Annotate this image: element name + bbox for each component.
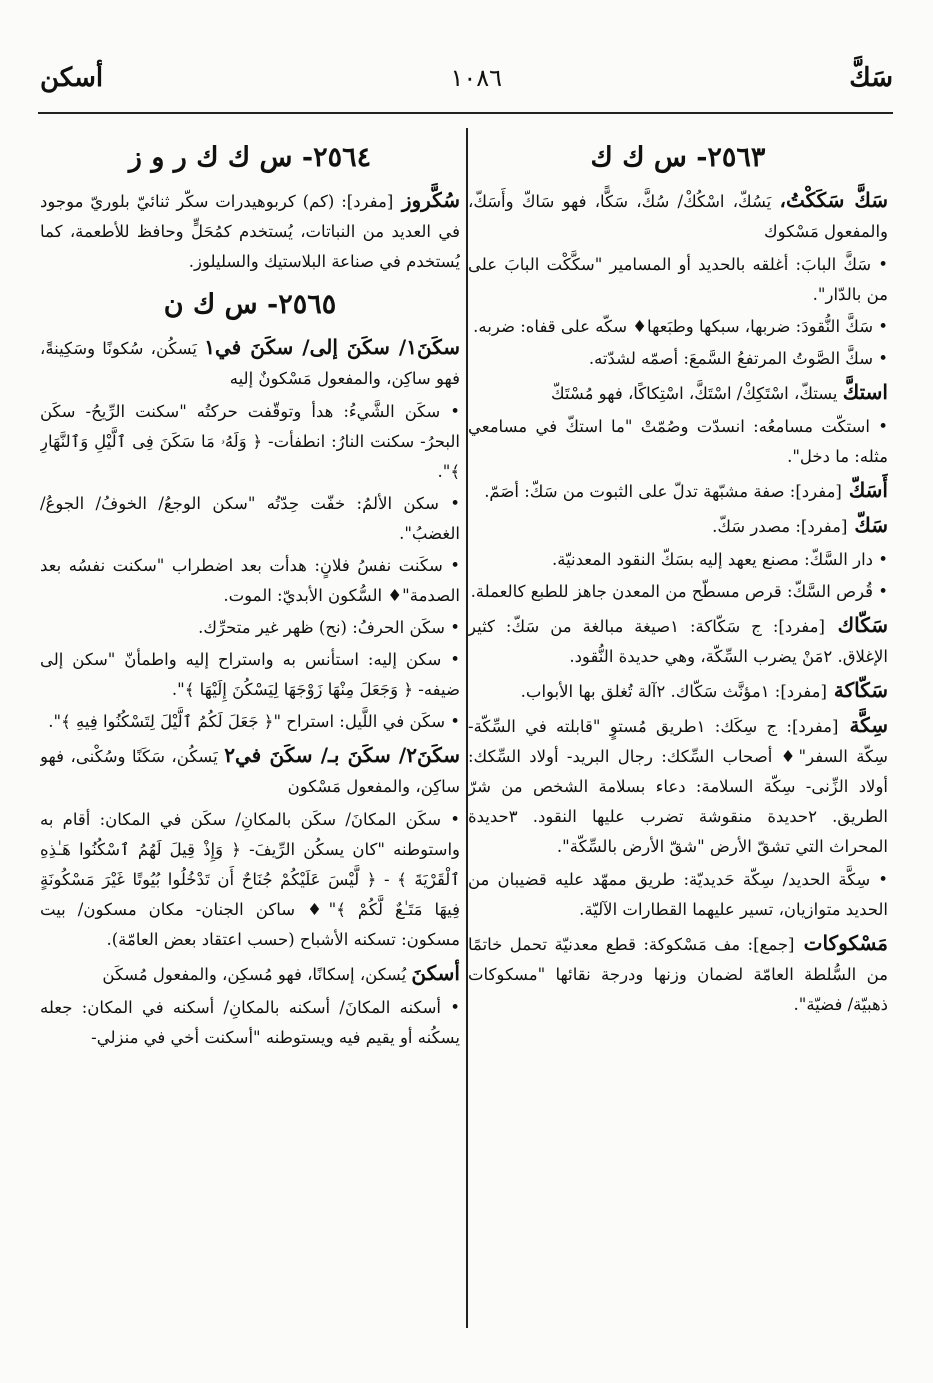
entry-sense: • سكَن المكانَ/ سكَن بالمكانِ/ سكَن في المكان: أقام به واستوطنه "كان يسكُن الرِّيفَ- ﴿ وَإِذْ قِيلَ لَهُمُ ٱسْكُنُوا هَـٰذِهِ ٱلْقَرْيَةَ ﴾ - ﴿ لَّيْسَ عَلَيْكُمْ جُنَاحٌ أَن تَدْخُلُوا بُيُوتًا غَيْرَ مَسْكُونَةٍ فِيهَا مَتَـٰعٌ لَّكُمْ ﴾"♦ ساكن الجنان- مكان مسكون/ بيت مسكون: تسكنه الأشباح (حسب اعتقاد بعض العامّة). — [40, 810, 460, 949]
entry-sense: • سكَن الشَّيءُ: هدأ وتوقّفت حركتُه "سكنت الرِّيحُ- سكَن البحرُ- سكنت النارُ: انطفأت- ﴿ وَلَهُۥ مَا سَكَنَ فِى ٱلَّيْلِ وَٱلنَّهَارِ ﴾". — [40, 402, 460, 481]
dictionary-entry: سَكَّ سَكَكْتُ، يَسُكّ، اسْكُكْ/ سُكَّ، سَكًّا، فهو سَاكّ وأَسَكّ، والمفعول مَسْكوك — [468, 188, 888, 241]
dictionary-entry: سِكَّة [مفرد]: ج سِكَك: ١طريق مُستوٍ "قابلته في السِّكّة- سِكّة السفر"♦ أصحاب السِّكك: رجال البريد- أولاد السِّكك: أولاد الزِّنى- سِكّة السلامة: دعاء بسلامة الشخص من شرّ الطريق. ٢حديدة منقوشة تضرب عليها النقود. ٣حديدة المحراث التي تشقّ الأرض "شقّ الأرض بالسِّكّة". — [468, 713, 888, 856]
dictionary-entry: سكَنَ١/ سكَنَ إلى/ سكَنَ في١ يَسكُن، سُكونًا وسَكِينةً، فهو ساكِن، والمفعول مَسْكونٌ إليه — [40, 335, 460, 388]
dictionary-entry: أَسَكّ [مفرد]: صفة مشبّهة تدلّ على الثبوت من سَكّ: أصَمّ. — [484, 478, 888, 502]
entry-sense: • قُرص السَّكّ: قرص مسطّح من المعدن جاهز للطبع كالعملة. — [470, 582, 888, 601]
entry-sense: • سَكَّ البابَ: أغلقه بالحديد أو المسامير "سكَّكْت البابَ على من بالدّار". — [468, 255, 888, 304]
header-left-word: أسكن — [40, 63, 104, 93]
entry-sense: • سكَن الحرفُ: (نح) ظهر غير متحرِّك. — [198, 618, 460, 637]
dictionary-entry: أسكنَ يُسكن، إسكانًا، فهو مُسكِن، والمفعول مُسكَن — [102, 961, 460, 985]
header-rule — [38, 112, 893, 114]
entry-sense: • سكَنت نفسُ فلانٍ: هدأت بعد اضطراب "سكنت نفسُه بعد الصدمة"♦ السُّكون الأبديّ: الموت. — [40, 556, 460, 605]
dictionary-entry: سكَنَ٢/ سكَنَ بـ/ سكَنَ في٢ يَسكُن، سَكَنًا وسُكْنى، فهو ساكِن، والمفعول مَسْكون — [40, 743, 460, 796]
root-heading: ٢٥٦٤- س ك ك ر و ز — [128, 142, 372, 173]
entry-sense: • سكن الألمُ: خفّت حِدّتُه "سكن الوجعُ/ الخوفُ/ الجوعُ/ الغضبُ". — [40, 494, 460, 543]
dictionary-entry: مَسْكوكات [جمع]: مف مَسْكوكة: قطع معدنيّة تحمل خاتمًا من السُّلطة العامّة لضمان وزنها ودرجة نقائها "مسكوكات ذهبيّة/ فضيّة". — [468, 931, 888, 1014]
root-heading: ٢٥٦٣- س ك ك — [590, 142, 766, 173]
entry-sense: • سكَن في اللَّيل: استراح "﴿ جَعَلَ لَكُمُ ٱلَّيْلَ لِتَسْكُنُوا فِيهِ ﴾". — [48, 712, 460, 731]
left-column — [40, 130, 460, 1370]
right-column — [468, 130, 888, 1370]
dictionary-entry: سَكّاكة [مفرد]: ١مؤنَّث سَكّاك. ٢آلة تُغلق بها الأبواب. — [520, 678, 888, 702]
entry-sense: • سكَّ الصَّوتُ المرتفعُ السَّمعَ: أصمّه لشدّته. — [588, 349, 888, 368]
page-number: ١٠٨٦ — [450, 64, 503, 92]
entry-sense: • سَكَّ النُّقودَ: ضربها، سبكها وطبَعها♦ سكّه على قفاه: ضربه. — [473, 317, 888, 336]
dictionary-entry: سَكّ [مفرد]: مصدر سَكّ. — [712, 513, 888, 537]
dictionary-entry: استكَّ يستكّ، اسْتَكِكْ/ اسْتَكَّ، اسْتِكاكًا، فهو مُسْتَكّ — [551, 380, 888, 404]
dictionary-entry: سَكّاك [مفرد]: ج سَكّاكة: ١صيغة مبالغة من سَكّ: كثير الإغلاق. ٢مَنْ يضرب السِّكّة، وهي حديدة النُّقود. — [468, 613, 888, 666]
entry-sense: • أسكنه المكانَ/ أسكنه بالمكانِ/ أسكنه في المكان: جعله يسكُنه أو يقيم فيه ويستوطنه "أسكنت أخي في منزلي- — [40, 998, 460, 1047]
dictionary-entry: سُكَّروز [مفرد]: (كم) كربوهيدرات سكّر ثنائيّ بلوريّ موجود في العديد من النباتات، يُستخدم كمُحَلٍّ وحافظ للأطعمة، كما يُستخدم في صناعة البلاستيك والسليلوز. — [40, 188, 460, 271]
entry-sense: • دار السَّكّ: مصنع يعهد إليه بسَكّ النقود المعدنيّة. — [551, 550, 888, 569]
root-heading: ٢٥٦٥- س ك ن — [163, 289, 337, 320]
page-header — [40, 58, 893, 98]
header-right-word: سَكَّ — [849, 63, 893, 93]
entry-sense: • سكن إليه: استأنس به واستراح إليه واطمأنّ "سكن إلى ضيفه- ﴿ وَجَعَلَ مِنْهَا زَوْجَهَا لِيَسْكُنَ إِلَيْهَا ﴾". — [40, 650, 460, 699]
entry-sense: • سِكَّة الحديد/ سِكّة حَديديّة: طريق ممهّد عليه قضيبان من الحديد متوازيان، تسير عليهما القطارات الآليّة. — [468, 870, 888, 919]
entry-sense: • استكّت مسامعُه: انسدّت وصُمّتْ "ما استكّ في مسامعي مثله: ما دخل". — [468, 417, 888, 466]
